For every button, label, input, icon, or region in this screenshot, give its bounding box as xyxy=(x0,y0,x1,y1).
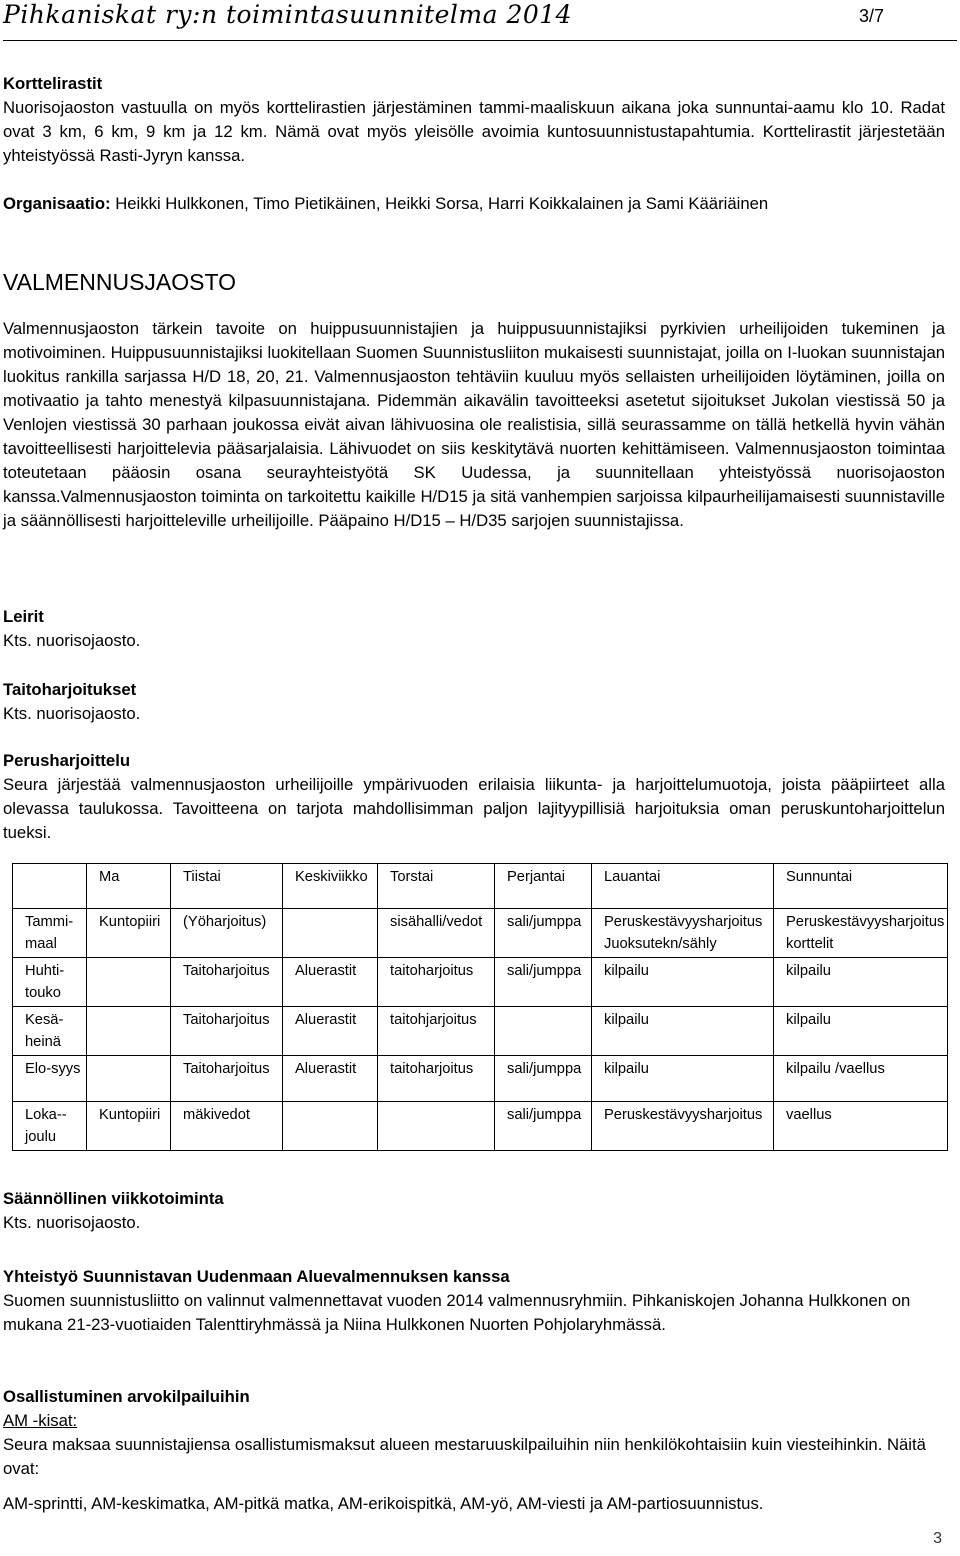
arvokilpailut-section xyxy=(3,1385,945,1481)
table-header-cell: Torstai xyxy=(378,864,495,909)
table-header-cell xyxy=(13,864,87,909)
page-indicator: 3/7 xyxy=(858,6,884,26)
leirit-heading: Leirit xyxy=(3,607,44,626)
table-cell: sali/jumppa xyxy=(495,1056,592,1102)
table-cell: taitoharjoitus xyxy=(378,958,495,1007)
table-cell: Kuntopiiri xyxy=(87,1102,171,1151)
table-row xyxy=(13,958,948,1007)
table-cell: Kuntopiiri xyxy=(87,909,171,958)
organisation-label: Organisaatio: xyxy=(3,194,111,213)
table-cell: sali/jumppa xyxy=(495,909,592,958)
table-cell: taitoharjoitus xyxy=(378,1056,495,1102)
table-cell: vaellus xyxy=(774,1102,948,1151)
table-cell: Aluerastit xyxy=(283,1007,378,1056)
table-header-cell: Keskiviikko xyxy=(283,864,378,909)
table-cell xyxy=(87,1007,171,1056)
table-row xyxy=(13,1056,948,1102)
yhteistyo-heading: Yhteistyö Suunnistavan Uudenmaan Aluevalmennuksen kanssa xyxy=(3,1267,510,1286)
leirit-section xyxy=(3,605,945,653)
table-row xyxy=(13,909,948,958)
valmennusjaosto-heading: VALMENNUSJAOSTO xyxy=(3,269,237,295)
footer-page-number: 3 xyxy=(933,1530,942,1547)
document-title: Pihkaniskat ry:n toimintasuunnitelma 2014 xyxy=(3,0,573,29)
table-header-cell: Perjantai xyxy=(495,864,592,909)
table-cell: kilpailu xyxy=(592,958,774,1007)
table-cell: Aluerastit xyxy=(283,1056,378,1102)
training-schedule-table xyxy=(12,863,948,1151)
table-header-cell: Tiistai xyxy=(171,864,283,909)
taitoharjoitukset-section xyxy=(3,678,945,726)
perusharjoittelu-heading: Perusharjoittelu xyxy=(3,751,131,770)
organisation-names: Heikki Hulkkonen, Timo Pietikäinen, Heikki Sorsa, Harri Koikkalainen ja Sami Kääriäinen xyxy=(110,194,769,213)
table-cell xyxy=(495,1007,592,1056)
viikkotoiminta-heading: Säännöllinen viikkotoiminta xyxy=(3,1189,224,1208)
table-header-cell: Lauantai xyxy=(592,864,774,909)
table-cell xyxy=(87,1056,171,1102)
am-kisat-subheading: AM -kisat: xyxy=(3,1411,78,1430)
table-cell: kilpailu xyxy=(774,958,948,1007)
table-row xyxy=(13,1102,948,1151)
table-row-label: Elo-syys xyxy=(13,1056,87,1102)
viikkotoiminta-body: Kts. nuorisojaosto. xyxy=(3,1213,141,1232)
table-cell: mäkivedot xyxy=(171,1102,283,1151)
table-cell: Taitoharjoitus xyxy=(171,1056,283,1102)
yhteistyo-body: Suomen suunnistusliitto on valinnut valmennettavat vuoden 2014 valmennusryhmiin. Pihkaniskojen Johanna Hulkkonen on mukana 21-23-vuotiaiden Talenttiryhmässä ja Niina Hulkkonen Nuorten Pohjolaryhmässä. xyxy=(3,1291,911,1334)
table-cell: Taitoharjoitus xyxy=(171,1007,283,1056)
arvokilpailut-heading: Osallistuminen arvokilpailuihin xyxy=(3,1387,250,1406)
table-cell: Peruskestävyysharjoitus Juoksutekn/sähly xyxy=(592,909,774,958)
table-cell: Taitoharjoitus xyxy=(171,958,283,1007)
header-divider xyxy=(3,40,957,41)
leirit-body: Kts. nuorisojaosto. xyxy=(3,631,141,650)
table-cell: (Yöharjoitus) xyxy=(171,909,283,958)
am-competition-list: AM-sprintti, AM-keskimatka, AM-pitkä matka, AM-erikoispitkä, AM-yö, AM-viesti ja AM-partiosuunnistus. xyxy=(3,1494,764,1513)
table-cell xyxy=(87,958,171,1007)
korttelirastit-section xyxy=(3,72,945,168)
table-cell: Aluerastit xyxy=(283,958,378,1007)
table-cell: Peruskestävyysharjoitus korttelit xyxy=(774,909,948,958)
taitoharjoitukset-heading: Taitoharjoitukset xyxy=(3,680,137,699)
table-row-label: Kesä-heinä xyxy=(13,1007,87,1056)
arvokilpailut-body: Seura maksaa suunnistajiensa osallistumismaksut alueen mestaruuskilpailuihin niin henkilökohtaisiin kuin viesteihinkin. Näitä ovat: xyxy=(3,1435,926,1478)
table-cell: sali/jumppa xyxy=(495,1102,592,1151)
table-header-cell: Sunnuntai xyxy=(774,864,948,909)
table-cell xyxy=(378,1102,495,1151)
korttelirastit-body: Nuorisojaoston vastuulla on myös korttelirastien järjestäminen tammi-maaliskuun aikana joka sunnuntai-aamu klo 10. Radat ovat 3 km, 6 km, 9 km ja 12 km. Nämä ovat myös yleisölle avoimia kuntosuunnistustapahtumia. Korttelirastit järjestetään yhteistyössä Rasti-Jyryn kanssa. xyxy=(3,98,945,165)
table-row xyxy=(13,1007,948,1056)
table-cell xyxy=(283,1102,378,1151)
table-cell: sali/jumppa xyxy=(495,958,592,1007)
table-cell: taitohjarjoitus xyxy=(378,1007,495,1056)
table-cell: kilpailu xyxy=(592,1007,774,1056)
table-row-label: Tammi-maal xyxy=(13,909,87,958)
perusharjoittelu-body: Seura järjestää valmennusjaoston urheilijoille ympärivuoden erilaisia liikunta- ja harjoittelumuotoja, joista pääpiirteet alla olevassa taulukossa. Tavoitteena on tarjota mahdollisimman paljon lajityypillisiä harjoituksia oman peruskuntoharjoittelun tueksi. xyxy=(3,775,945,842)
perusharjoittelu-section xyxy=(3,749,945,845)
table-cell xyxy=(283,909,378,958)
table-row-label: Huhti-touko xyxy=(13,958,87,1007)
table-cell: kilpailu /vaellus xyxy=(774,1056,948,1102)
yhteistyo-section xyxy=(3,1265,945,1337)
table-header-row xyxy=(13,864,948,909)
taitoharjoitukset-body: Kts. nuorisojaosto. xyxy=(3,704,141,723)
table-row-label: Loka--joulu xyxy=(13,1102,87,1151)
table-cell: Peruskestävyysharjoitus xyxy=(592,1102,774,1151)
table-cell: kilpailu xyxy=(592,1056,774,1102)
organisation-line xyxy=(3,192,945,216)
korttelirastit-heading: Korttelirastit xyxy=(3,74,103,93)
table-cell: sisähalli/vedot xyxy=(378,909,495,958)
table-cell: kilpailu xyxy=(774,1007,948,1056)
viikkotoiminta-section xyxy=(3,1187,945,1235)
table-header-cell: Ma xyxy=(87,864,171,909)
valmennusjaosto-body: Valmennusjaoston tärkein tavoite on huippusuunnistajien ja huippusuunnistajiksi pyrkivien urheilijoiden tukeminen ja motivoiminen. Huippusuunnistajiksi luokitellaan Suomen Suunnistusliiton mukaisesti suunnistajat, joilla on I-luokan suunnistajan luokitus rankilla sarjassa H/D 18, 20, 21. Valmennusjaoston tehtäviin kuuluu myös sellaisten urheilijoiden löytäminen, joilla on motivaatio ja tahto menestyä kilpasuunnistajana. Pidemmän aikavälin tavoitteeksi asetetut sijoitukset Jukolan viestissä 50 ja Venlojen viestissä 30 parhaan joukossa eivät aivan lähivuosina ole realistisia, sillä seurassamme on tällä hetkellä hyvin vähän tavoitteellisesti harjoittelevia pääsarjalaisia. Lähivuodet on siis keskitytävä nuorten kehittämiseen. Valmennusjaoston toimintaa toteutetaan pääosin osana seurayhteistyötä SK Uudessa, ja suunnitellaan yhteistyössä nuorisojaoston kanssa.Valmennusjaoston toiminta on tarkoitettu kaikille H/D15 ja sitä vanhempien sarjoissa kilpaurheilijamaisesti suunnistaville ja säännöllisesti harjoitteleville urheilijoille. Pääpaino H/D15 – H/D35 sarjojen suunnistajissa. xyxy=(3,319,945,530)
